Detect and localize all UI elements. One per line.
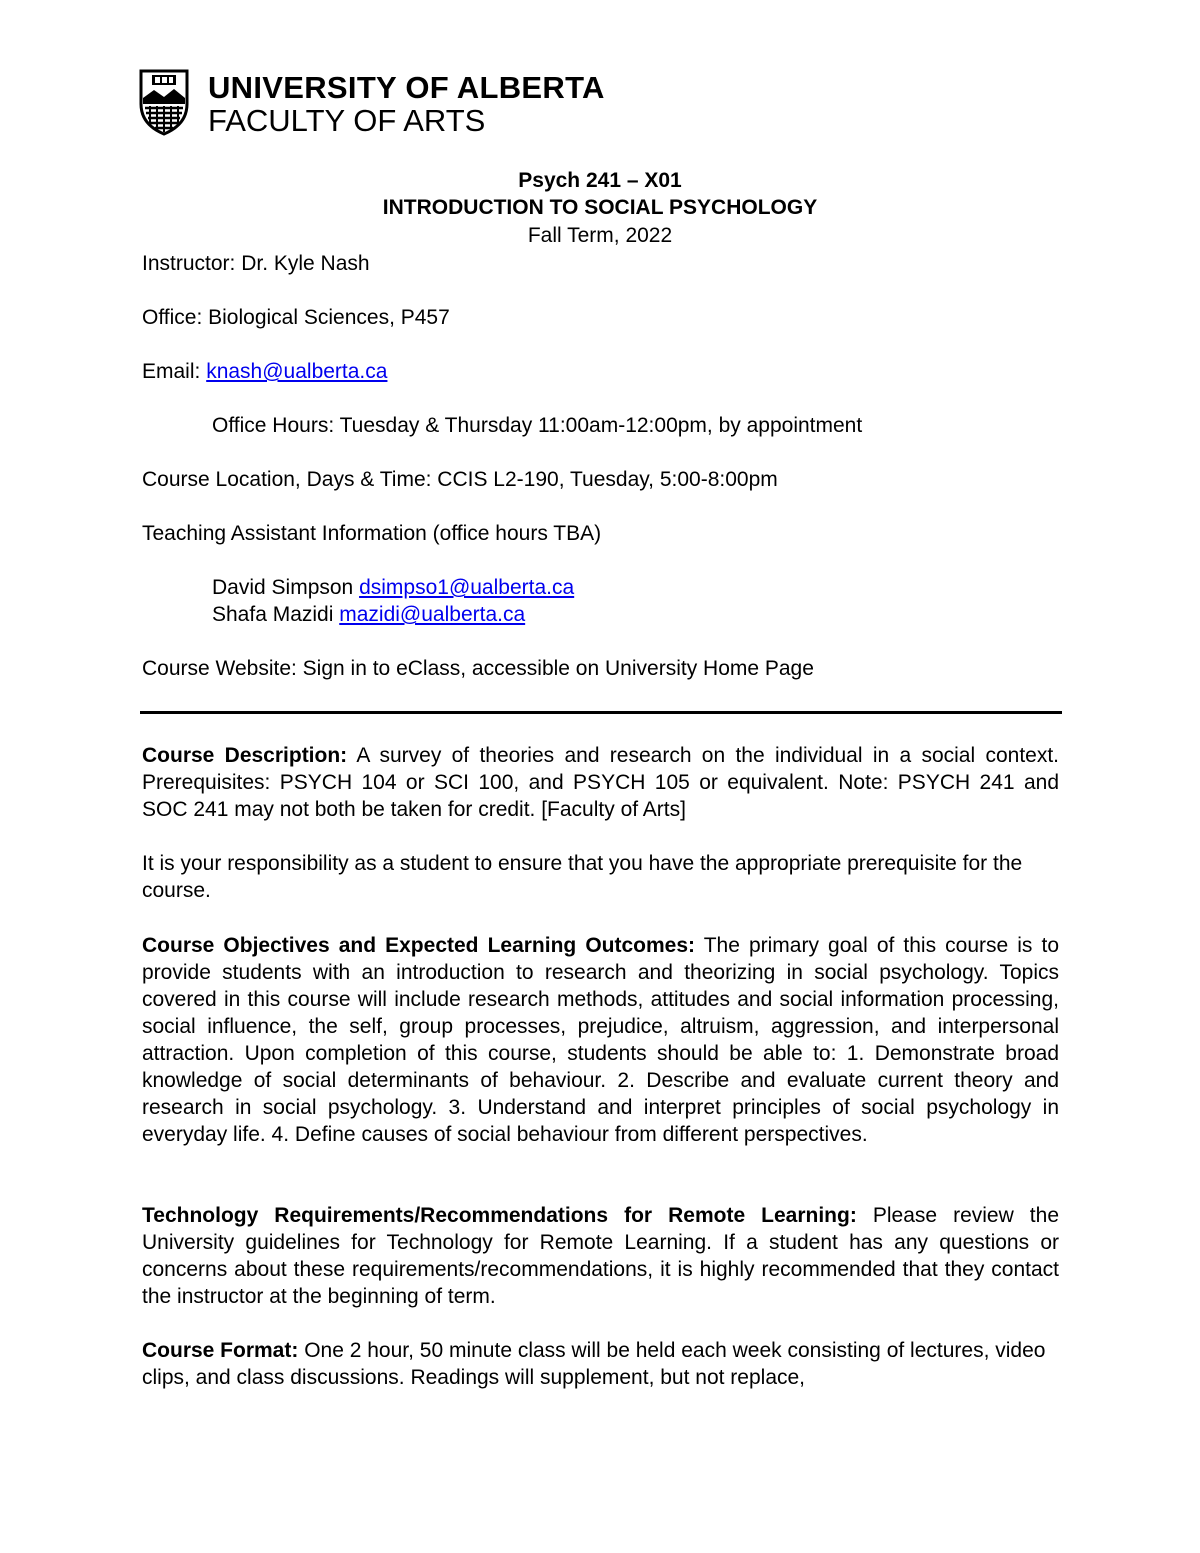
objectives-label: Course Objectives and Expected Learning Outcomes: [142, 934, 696, 957]
website-line: Course Website: Sign in to eClass, accessible on University Home Page [142, 657, 814, 680]
description-text: A survey of theories and research on the individual in a social context. Prerequisites: PSYCH 104 or SCI 100, and PSYCH 105 or equivalent. Note: PSYCH 241 and SOC 241 may not both be taken for credit. [Faculty of Arts] [142, 744, 1059, 821]
prerequisite-note: It is your responsibility as a student to ensure that you have the appropriate prerequisite for the course. [142, 852, 1023, 902]
course-format [142, 1337, 1059, 1391]
email-line [142, 358, 387, 386]
description-label: Course Description: [142, 744, 348, 767]
ta-name: Shafa Mazidi [212, 603, 340, 626]
faculty-name: FACULTY OF ARTS [208, 103, 486, 138]
technology-label: Technology Requirements/Recommendations for Remote Learning: [142, 1204, 857, 1227]
technology-text: Please review the University guidelines for Technology for Remote Learning. If a student has any questions or concerns about these requirements/recommendations, it is highly recommended that they contact the instructor at the beginning of term. [142, 1204, 1059, 1308]
format-text: One 2 hour, 50 minute class will be held each week consisting of lectures, video clips, and class discussions. Readings will supplement, but not replace, [142, 1339, 1046, 1389]
course-description [142, 742, 1059, 823]
email-label: Email: [142, 360, 207, 383]
location-line: Course Location, Days & Time: CCIS L2-190, Tuesday, 5:00-8:00pm [142, 468, 778, 491]
office-line: Office: Biological Sciences, P457 [142, 306, 450, 329]
format-label: Course Format: [142, 1339, 299, 1362]
university-logo [138, 68, 605, 138]
office-hours-line: Office Hours: Tuesday & Thursday 11:00am-12:00pm, by appointment [212, 414, 863, 437]
course-objectives [142, 932, 1059, 1148]
crest-icon [138, 68, 190, 136]
section-divider [140, 711, 1062, 714]
ta-email-link[interactable]: dsimpso1@ualberta.ca [359, 576, 575, 599]
instructor-line: Instructor: Dr. Kyle Nash [142, 252, 370, 275]
ta-heading: Teaching Assistant Information (office hours TBA) [142, 522, 602, 545]
ta-item [212, 601, 525, 629]
technology-requirements [142, 1202, 1059, 1310]
ta-item [212, 574, 574, 602]
course-term: Fall Term, 2022 [527, 224, 673, 247]
instructor-email-link[interactable]: knash@ualberta.ca [206, 360, 388, 383]
ta-name: David Simpson [212, 576, 360, 599]
course-title: INTRODUCTION TO SOCIAL PSYCHOLOGY [382, 196, 818, 219]
university-name: UNIVERSITY OF ALBERTA [208, 70, 605, 105]
ta-email-link[interactable]: mazidi@ualberta.ca [339, 603, 526, 626]
course-code: Psych 241 – X01 [518, 169, 682, 192]
objectives-text: The primary goal of this course is to provide students with an introduction to research and theorizing in social psychology. Topics covered in this course will include research methods, attitudes and social information processing, social influence, the self, group processes, prejudice, altruism, aggression, and interpersonal attraction. Upon completion of this course, students should be able to: 1. Demonstrate broad knowledge of social determinants of behaviour. 2. Describe and evaluate current theory and research in social psychology. 3. Understand and interpret principles of social psychology in everyday life. 4. Define causes of social behaviour from different perspectives. [142, 934, 1060, 1146]
